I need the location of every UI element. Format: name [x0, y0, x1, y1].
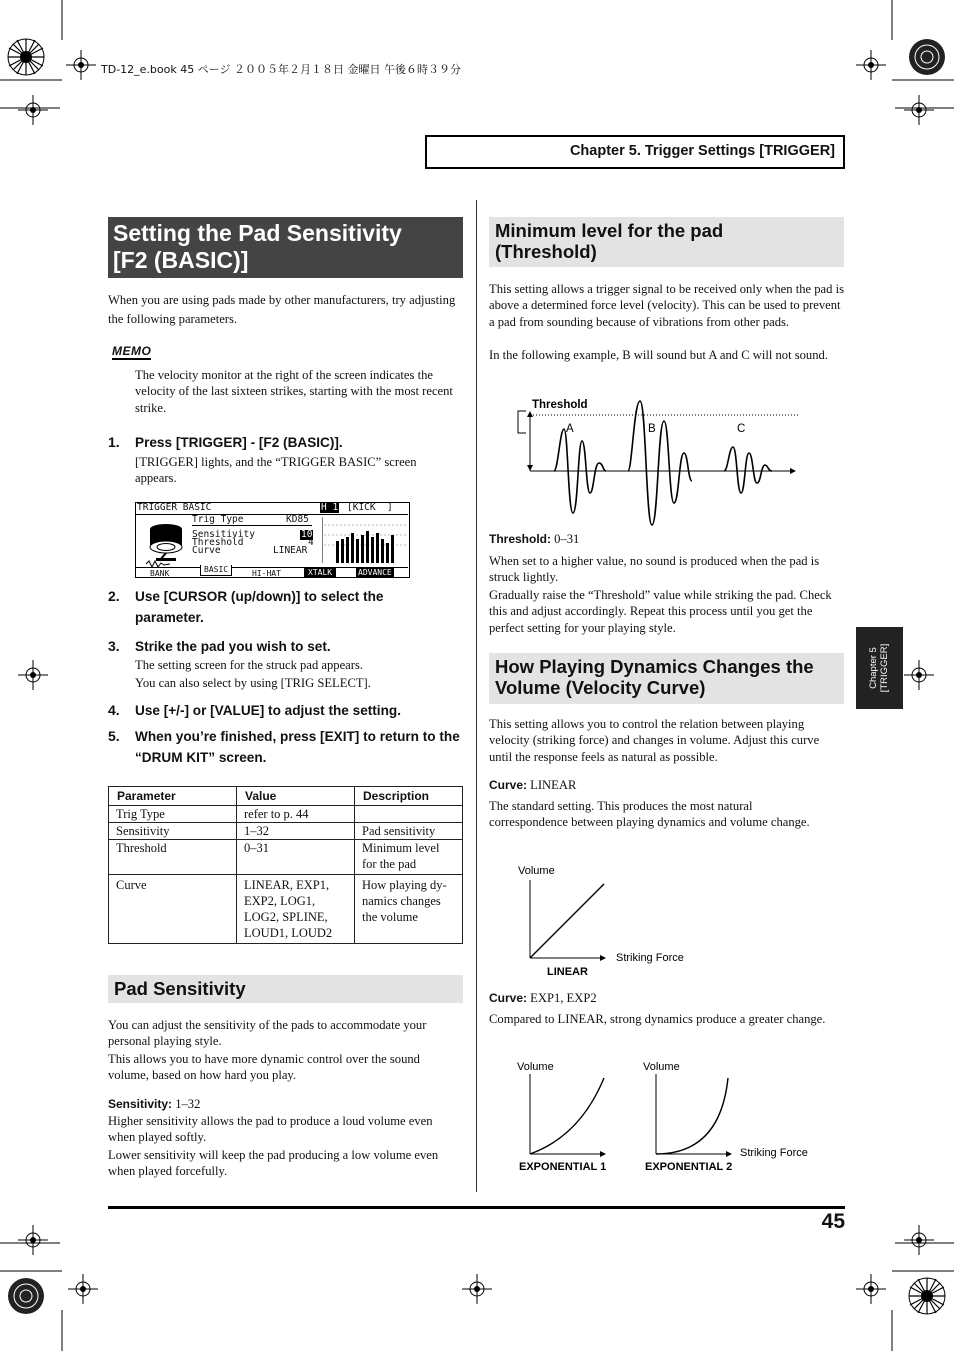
velocity-curve-heading [489, 653, 844, 704]
step-3-number: 3. [108, 638, 120, 654]
threshold-label: Threshold [532, 399, 588, 411]
side-tab-chapter: Chapter 5 [868, 647, 879, 689]
table-cell: Curve [109, 875, 237, 944]
parameter-table [108, 786, 463, 944]
table-row [109, 823, 463, 840]
axis-label-volume: Volume [643, 1061, 680, 1073]
threshold-diagram [510, 393, 810, 529]
intro-paragraph: When you are using pads made by other manufacturers, try adjusting the following parameters. [108, 293, 456, 326]
table-cell [355, 806, 463, 823]
velocity-monitor [322, 517, 408, 563]
footer-rule [108, 1206, 845, 1209]
registration-target-icon [907, 37, 947, 77]
table-cell: Minimum level for the pad [355, 840, 463, 875]
velocity-p1: This setting allows you to control the relation between playing velocity (striking force) and changes in volume. Adjust this curve until the response feels as natural as possible. [489, 717, 820, 764]
column-divider [476, 200, 477, 1192]
lcd-tab-advance: ADVANCE [358, 568, 392, 577]
graph-caption-linear: LINEAR [547, 966, 588, 978]
curve-exp-value: EXP1, EXP2 [530, 991, 597, 1005]
trigger-basic-screen [135, 502, 410, 578]
step-5-text: When you’re finished, press [EXIT] to return to the “DRUM KIT” screen. [135, 729, 460, 765]
crosshair-icon [904, 95, 934, 125]
pad-sensitivity-heading: Pad Sensitivity [108, 975, 463, 1003]
crosshair-icon [462, 1274, 492, 1304]
pad-sensitivity-p1: You can adjust the sensitivity of the pads to accommodate your personal playing style. [108, 1018, 427, 1049]
threshold-param-label: Threshold: [489, 532, 551, 546]
threshold-line [489, 531, 579, 547]
step-5-number: 5. [108, 728, 120, 744]
table-cell: refer to p. 44 [237, 806, 355, 823]
linear-curve-graph [510, 860, 710, 982]
step-2-text: Use [CURSOR (up/down)] to select the parameter. [135, 589, 384, 625]
velocity-heading-line1: How Playing Dynamics Changes the [495, 656, 814, 677]
lcd-row-label: Threshold [192, 537, 244, 548]
chapter-header [425, 135, 845, 169]
threshold-p3: When set to a higher value, no sound is produced when the pad is struck lightly. [489, 554, 820, 585]
wave-label-a: A [566, 423, 574, 435]
curve-exp-line [489, 990, 597, 1006]
table-row [109, 875, 463, 944]
curve-linear-desc: The standard setting. This produces the most natural correspondence between playing dynamics and volume change. [489, 799, 810, 830]
lcd-tab-hihat: HI-HAT [252, 569, 281, 578]
threshold-heading-line1: Minimum level for the pad [495, 220, 724, 241]
lcd-tab-bank: BANK [150, 569, 170, 578]
threshold-range: 0–31 [554, 532, 580, 546]
curve-label: Curve: [489, 778, 528, 792]
registration-target-icon [907, 1276, 947, 1316]
step-4-text: Use [+/-] or [VALUE] to adjust the setting. [135, 703, 401, 718]
table-row [109, 840, 463, 875]
threshold-heading-line2: (Threshold) [495, 241, 597, 262]
exponential-curve-graphs [510, 1056, 820, 1176]
registration-target-icon [6, 1276, 46, 1316]
table-cell: 1–32 [237, 823, 355, 840]
step-3-sub2: You can also select by using [TRIG SELECT]. [135, 676, 371, 690]
lcd-row-label: Sensitivity [192, 529, 255, 540]
lcd-tab-xtalk: XTALK [304, 568, 336, 578]
step-1-number: 1. [108, 434, 120, 450]
page-title [108, 217, 463, 278]
table-cell: Threshold [109, 840, 237, 875]
lcd-pad: H 1 [321, 502, 339, 513]
side-tab-trigger: [TRIGGER] [879, 643, 890, 693]
sensitivity-range: 1–32 [175, 1097, 201, 1111]
table-header: Value [237, 787, 355, 806]
lcd-title: TRIGGER BASIC [137, 502, 212, 513]
lcd-row-value: 4 [308, 537, 314, 548]
curve-linear-value: LINEAR [530, 778, 577, 792]
pad-sensitivity-p2: This allows you to have more dynamic control over the sound volume, based on how hard you play. [108, 1052, 420, 1083]
file-info-line: TD-12_e.book 45 ページ ２００５年２月１８日 金曜日 午後６時３９分 [101, 63, 461, 76]
curve-label: Curve: [489, 991, 528, 1005]
velocity-heading-line2: Volume (Velocity Curve) [495, 677, 706, 698]
threshold-heading [489, 217, 844, 267]
lcd-row-value: LINEAR [273, 545, 308, 556]
page-title-line1: Setting the Pad Sensitivity [113, 220, 402, 246]
axis-label-volume: Volume [518, 865, 555, 877]
lcd-row-label: Trig Type [192, 514, 244, 525]
drum-icon [142, 519, 190, 561]
crosshair-icon [904, 660, 934, 690]
threshold-p4: Gradually raise the “Threshold” value while striking the pad. Check this and adjust accordingly. Repeat this process until you get the perfect setting for your playing style. [489, 588, 832, 635]
lcd-tab-basic: BASIC [200, 565, 232, 576]
wave-label-c: C [737, 423, 746, 435]
lcd-row-value: KD85 [286, 514, 309, 525]
chapter-title: Chapter 5. Trigger Settings [TRIGGER] [569, 143, 835, 159]
sensitivity-line [108, 1096, 200, 1112]
wave-label-b: B [648, 423, 656, 435]
crosshair-icon [68, 1274, 98, 1304]
memo-icon: MEMO [112, 344, 152, 358]
axis-label-force: Striking Force [740, 1147, 808, 1159]
table-header: Description [355, 787, 463, 806]
table-cell: How playing dy-namics changes the volume [355, 875, 463, 944]
crosshair-icon [18, 1225, 48, 1255]
table-cell: Sensitivity [109, 823, 237, 840]
lcd-row-value: 10 [301, 529, 313, 540]
sensitivity-label: Sensitivity: [108, 1097, 173, 1111]
table-cell: LINEAR, EXP1, EXP2, LOG1, LOG2, SPLINE, LOUD1, LOUD2 [237, 875, 355, 944]
crosshair-icon [856, 1274, 886, 1304]
lcd-kit: [KICK ] [347, 502, 393, 513]
crosshair-icon [18, 95, 48, 125]
table-cell: Trig Type [109, 806, 237, 823]
memo-text: The velocity monitor at the right of the screen indicates the velocity of the last sixteen strikes, starting with the most recent strike. [135, 368, 453, 415]
registration-target-icon [6, 37, 46, 77]
crosshair-icon [18, 660, 48, 690]
table-header-row [109, 787, 463, 806]
threshold-p1: This setting allows a trigger signal to be received only when the pad is above a determined force level (velocity). This can be used to prevent a pad from sounding because of vibrations from other pads. [489, 282, 844, 329]
table-cell: 0–31 [237, 840, 355, 875]
crosshair-icon [66, 50, 96, 80]
step-3-text: Strike the pad you wish to set. [135, 639, 331, 654]
table-cell: Pad sensitivity [355, 823, 463, 840]
table-row [109, 806, 463, 823]
table-header: Parameter [109, 787, 237, 806]
axis-label-volume: Volume [517, 1061, 554, 1073]
step-2-number: 2. [108, 588, 120, 604]
graph-caption-exp1: EXPONENTIAL 1 [519, 1161, 607, 1173]
step-4-number: 4. [108, 702, 120, 718]
step-3-sub: The setting screen for the struck pad appears. [135, 658, 363, 672]
graph-caption-exp2: EXPONENTIAL 2 [645, 1161, 733, 1173]
sensitivity-p1: Higher sensitivity allows the pad to produce a loud volume even when played softly. [108, 1114, 433, 1145]
step-1-text: Press [TRIGGER] - [F2 (BASIC)]. [135, 435, 343, 450]
axis-label-force: Striking Force [616, 952, 684, 964]
lcd-row-label: Curve [192, 545, 221, 556]
crosshair-icon [856, 50, 886, 80]
sensitivity-p2: Lower sensitivity will keep the pad producing a low volume even when played forcefully. [108, 1148, 439, 1179]
chapter-side-tab [856, 627, 903, 709]
curve-exp-desc: Compared to LINEAR, strong dynamics produce a greater change. [489, 1012, 826, 1026]
page-number: 45 [821, 1210, 845, 1233]
page-title-line2: [F2 (BASIC)] [113, 247, 249, 273]
crosshair-icon [904, 1225, 934, 1255]
threshold-p2: In the following example, B will sound but A and C will not sound. [489, 348, 828, 362]
curve-linear-line [489, 777, 576, 793]
step-1-sub: [TRIGGER] lights, and the “TRIGGER BASIC” screen appears. [135, 455, 417, 486]
